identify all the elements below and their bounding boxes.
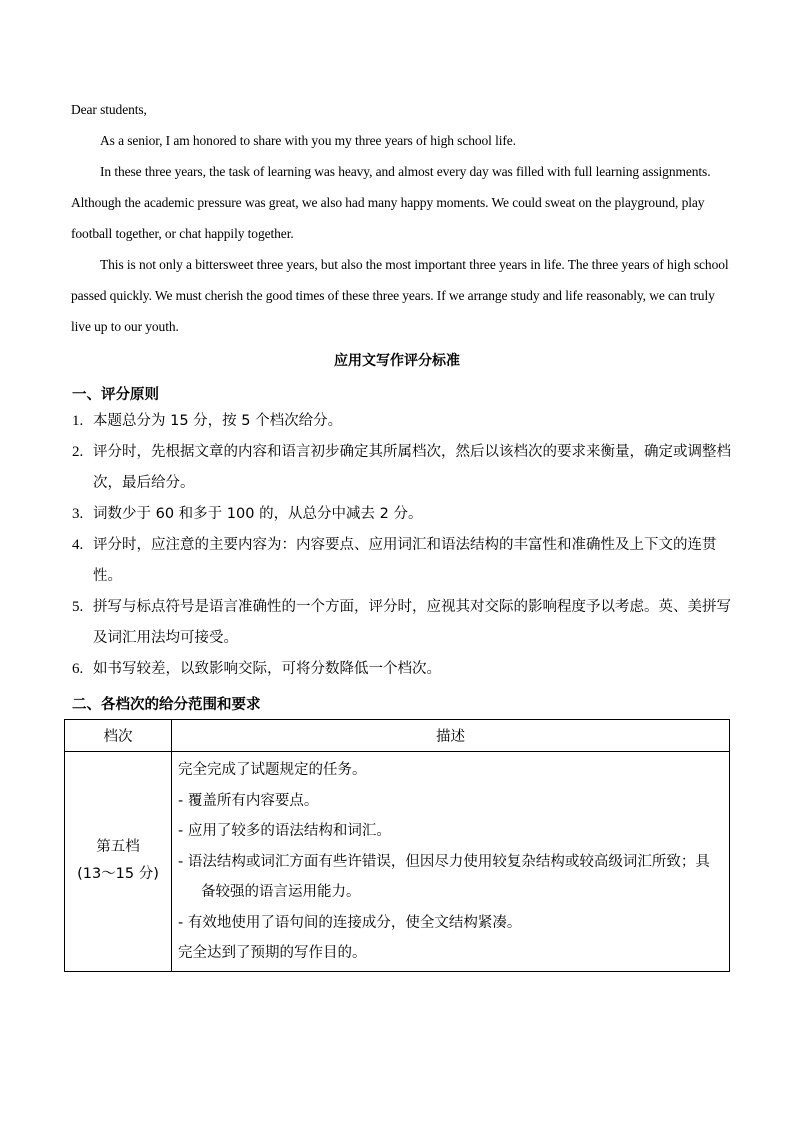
item-text: 如书写较差，以致影响交际，可将分数降低一个档次。 <box>93 661 441 677</box>
scoring-standard-title: 应用文写作评分标准 <box>334 353 460 369</box>
item-text: 评分时，应注意的主要内容为：内容要点、应用词汇和语法结构的丰富性和准确性及上下文的连贯性。 <box>93 537 717 584</box>
list-item <box>72 530 732 592</box>
list-item <box>72 406 732 437</box>
item-text: 本题总分为 15 分，按 5 个档次给分。 <box>93 413 343 429</box>
header-description: 描述 <box>172 720 730 752</box>
letter-body <box>71 94 731 342</box>
level-name: 第五档 <box>96 839 140 856</box>
description-bullet: - 有效地使用了语句间的连接成分，使全文结构紧凑。 <box>178 914 522 931</box>
table-header-row <box>65 720 730 752</box>
item-number: 1. <box>72 413 84 429</box>
item-text: 评分时，先根据文章的内容和语言初步确定其所属档次，然后以该档次的要求来衡量，确定或调整档次，最后给分。 <box>93 444 731 491</box>
description-intro: 完全完成了试题规定的任务。 <box>178 762 367 778</box>
list-item <box>72 437 732 499</box>
table-row <box>65 752 730 972</box>
list-item <box>72 592 732 654</box>
description-cell <box>172 752 730 972</box>
section-heading-principles: 一、评分原则 <box>72 387 159 403</box>
item-number: 3. <box>72 506 84 522</box>
level-range: (13～15 分) <box>77 866 159 883</box>
principles-list <box>72 406 732 685</box>
section-heading-levels: 二、各档次的给分范围和要求 <box>72 697 261 713</box>
description-bullet: - 语法结构或词汇方面有些许错误，但因尽力使用较复杂结构或较高级词汇所致；具备较强的语言运用能力。 <box>178 853 710 900</box>
header-level: 档次 <box>65 720 172 752</box>
letter-paragraph-3: This is not only a bittersweet three years, but also the most important three years in life. The three years of high school passed quickly. We must cherish the good times of these three years. If we arrange study and life reasonably, we can truly live up to our youth. <box>71 257 729 334</box>
description-bullet: - 应用了较多的语法结构和词汇。 <box>178 823 391 839</box>
item-number: 2. <box>72 444 84 460</box>
letter-paragraph-1: As a senior, I am honored to share with you my three years of high school life. <box>100 133 516 148</box>
level-cell <box>65 752 172 972</box>
item-number: 6. <box>72 661 84 677</box>
item-text: 词数少于 60 和多于 100 的，从总分中减去 2 分。 <box>93 506 423 522</box>
item-number: 5. <box>72 599 84 615</box>
description-bullet: - 覆盖所有内容要点。 <box>178 792 319 809</box>
grading-table <box>64 719 730 972</box>
list-item <box>72 654 732 685</box>
letter-paragraph-2: In these three years, the task of learning was heavy, and almost every day was filled with full learning assignments. Although the academic pressure was great, we also had many happy moments. We could sweat on the playground, play football together, or chat happily together. <box>71 164 711 241</box>
item-text: 拼写与标点符号是语言准确性的一个方面，评分时，应视其对交际的影响程度予以考虑。英、美拼写及词汇用法均可接受。 <box>93 599 731 646</box>
list-item <box>72 499 732 530</box>
letter-salutation: Dear students, <box>71 102 147 117</box>
item-number: 4. <box>72 537 84 553</box>
description-outro: 完全达到了预期的写作目的。 <box>178 945 367 961</box>
